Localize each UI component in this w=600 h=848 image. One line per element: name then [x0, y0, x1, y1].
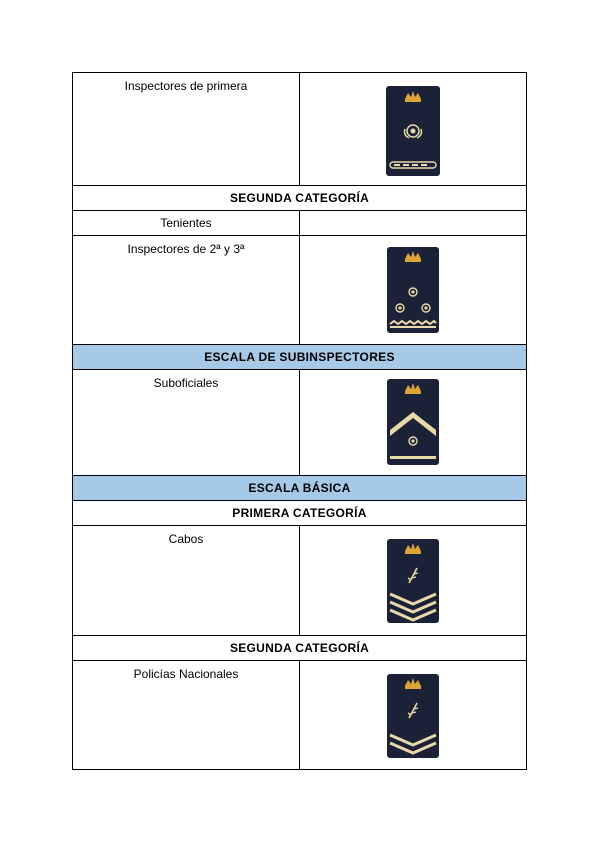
- table-row: [73, 211, 527, 236]
- rank-label: Inspectores de primera: [124, 79, 248, 93]
- rank-label: Cabos: [168, 532, 204, 546]
- epaulette-insignia-icon: [385, 85, 441, 177]
- rank-label-cell: [73, 73, 300, 186]
- table-row: [73, 501, 527, 526]
- table-row: [73, 370, 527, 476]
- epaulette-insignia-icon: [386, 378, 440, 466]
- table-row: [73, 73, 527, 186]
- rank-label: Inspectores de 2ª y 3ª: [127, 242, 245, 256]
- scale-header: ESCALA BÁSICA: [73, 476, 527, 501]
- rank-label: Policías Nacionales: [133, 667, 239, 681]
- rank-label-cell: [73, 236, 300, 345]
- insignia-cell: [300, 370, 527, 476]
- table-row: [73, 476, 527, 501]
- category-header: SEGUNDA CATEGORÍA: [73, 186, 527, 211]
- category-header: SEGUNDA CATEGORÍA: [73, 636, 527, 661]
- insignia-cell: [300, 661, 527, 770]
- epaulette-insignia-icon: [386, 538, 440, 624]
- rank-label: Suboficiales: [153, 376, 219, 390]
- rank-label-cell: [73, 370, 300, 476]
- table-row: [73, 661, 527, 770]
- epaulette-insignia-icon: [386, 246, 440, 334]
- table-row: [73, 526, 527, 636]
- table-row: [73, 186, 527, 211]
- rank-insignia-table: [72, 72, 527, 770]
- rank-label-cell: [73, 661, 300, 770]
- scale-header: ESCALA DE SUBINSPECTORES: [73, 345, 527, 370]
- bar-icon: [390, 456, 436, 459]
- rank-label: Tenientes: [160, 216, 212, 230]
- epaulette-insignia-icon: [386, 673, 440, 759]
- table-row: [73, 345, 527, 370]
- insignia-cell: [300, 236, 527, 345]
- insignia-cell: [300, 211, 527, 236]
- insignia-cell: [300, 73, 527, 186]
- insignia-cell: [300, 526, 527, 636]
- category-header: PRIMERA CATEGORÍA: [73, 501, 527, 526]
- table-row: [73, 636, 527, 661]
- rank-label-cell: [73, 211, 300, 236]
- rank-label-cell: [73, 526, 300, 636]
- table-row: [73, 236, 527, 345]
